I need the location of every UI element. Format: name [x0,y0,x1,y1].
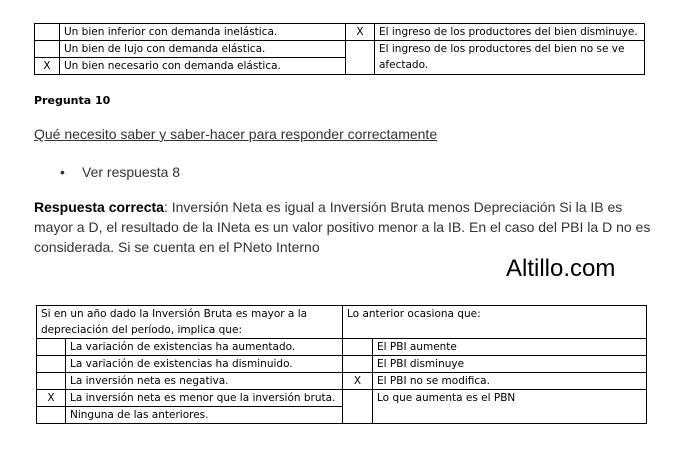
answer-mark: X [346,24,375,41]
option-text: Un bien inferior con demanda inelástica. [60,24,346,41]
answer-mark [35,24,60,41]
effect-text: El ingreso de los productores del bien disminuye. [375,24,645,41]
watermark: Altillo.com [506,255,616,282]
option-text: La inversión neta es menor que la inversión bruta. [66,390,343,407]
answer-mark [37,356,66,373]
answer-paragraph [34,197,662,257]
options-table-2 [36,305,647,424]
effect-text: El PBI no se modifica. [373,373,647,390]
question-title: Pregunta 10 [34,94,111,107]
option-text: La inversión neta es negativa. [66,373,343,390]
table-header-left: Si en un año dado la Inversión Bruta es mayor a la depreciación del período, implica que: [37,306,343,339]
effect-text: El ingreso de los productores del bien no se ve afectado. [375,41,645,75]
table-row [37,306,647,339]
answer-mark [346,41,375,75]
answer-mark: X [343,373,373,390]
answer-label: Respuesta correcta [34,199,164,215]
list-item [60,164,180,180]
table-row [35,24,645,41]
effect-text: El PBI disminuye [373,356,647,373]
bullet-icon: • [60,164,65,180]
option-text: Un bien necesario con demanda elástica. [60,58,346,75]
table-row [37,373,647,390]
answer-mark [37,407,66,424]
table-row [37,339,647,356]
answer-mark [343,390,373,424]
effect-text: Lo que aumenta es el PBN [373,390,647,424]
option-text: Un bien de lujo con demanda elástica. [60,41,346,58]
answer-mark [37,373,66,390]
option-text: La variación de existencias ha aumentado. [66,339,343,356]
table-row [35,41,645,58]
answer-mark [35,41,60,58]
section-heading: Qué necesito saber y saber-hacer para responder correctamente [34,126,438,142]
effect-text: El PBI aumente [373,339,647,356]
option-text: La variación de existencias ha disminuido. [66,356,343,373]
table-header-right: Lo anterior ocasiona que: [343,306,647,339]
answer-mark: X [37,390,66,407]
answer-mark: X [35,58,60,75]
answer-mark [343,339,373,356]
table-row [37,390,647,407]
table-row [37,356,647,373]
answer-mark [37,339,66,356]
option-text: Ninguna de las anteriores. [66,407,343,424]
bullet-text: Ver respuesta 8 [82,164,181,180]
answer-text: : Inversión Neta es igual a Inversión Bruta menos Depreciación Si la IB es mayor a D, el resultado de la INeta es un valor positivo menor a la IB. En el caso del PBI la D no es considerada. Si se cuenta en el PNeto Interno [34,199,651,255]
options-table-1 [34,23,645,75]
answer-mark [343,356,373,373]
